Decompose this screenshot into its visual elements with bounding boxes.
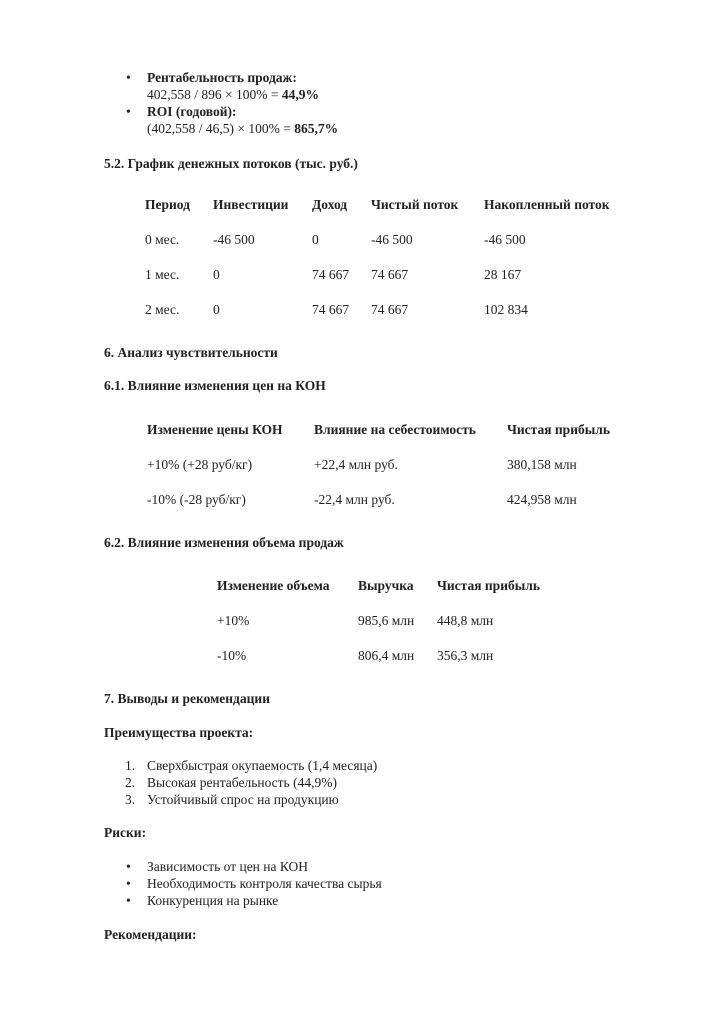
column-header: Доход	[312, 197, 348, 212]
table-cell: 806,4 млн	[358, 648, 415, 663]
column-header: Инвестиции	[213, 197, 289, 212]
table-cell: 0	[213, 267, 220, 282]
risks-list	[125, 858, 382, 909]
table-header-row	[217, 577, 540, 595]
list-number: 2.	[125, 775, 136, 790]
table-cell: 2 мес.	[145, 302, 180, 317]
table-cell: 380,158 млн	[507, 457, 577, 472]
table-cell: -10%	[217, 648, 247, 663]
list-item	[125, 791, 377, 808]
metrics-list	[125, 69, 338, 137]
table-header-row	[145, 196, 610, 214]
table-cell: 356,3 млн	[437, 648, 494, 663]
column-header: Накопленный поток	[484, 197, 610, 212]
column-header: Чистый поток	[371, 197, 459, 212]
metric-result: 865,7%	[294, 121, 339, 136]
risks-title: Риски:	[104, 825, 147, 840]
table-cell: 0 мес.	[145, 232, 180, 247]
table-cell: +10%	[217, 613, 250, 628]
metric-label: ROI (годовой):	[147, 104, 237, 119]
section-6-1-title: 6.1. Влияние изменения цен на КОН	[104, 378, 326, 393]
list-item: • Конкуренция на рынке	[125, 892, 382, 909]
table-cell: 0	[312, 232, 319, 247]
list-item-text: Высокая рентабельность (44,9%)	[147, 775, 337, 790]
table-cell: 74 667	[371, 267, 409, 282]
table-cell: 74 667	[312, 267, 350, 282]
column-header: Влияние на себестоимость	[314, 422, 476, 437]
column-header: Чистая прибыль	[507, 422, 610, 437]
table-cell: 28 167	[484, 267, 522, 282]
table-cell: 74 667	[371, 302, 409, 317]
cashflow-table	[145, 196, 610, 319]
table-header-row	[147, 421, 610, 439]
table-cell: 74 667	[312, 302, 350, 317]
table-cell: -46 500	[484, 232, 526, 247]
table-cell: -46 500	[213, 232, 255, 247]
table-cell: 985,6 млн	[358, 613, 415, 628]
recommendations-title: Рекомендации:	[104, 927, 197, 942]
table-row	[145, 301, 610, 319]
table-row	[145, 266, 610, 284]
advantages-list	[125, 757, 377, 808]
column-header: Изменение цены КОН	[147, 422, 283, 437]
metric-result: 44,9%	[281, 87, 319, 102]
column-header: Выручка	[358, 578, 414, 593]
table-cell: 1 мес.	[145, 267, 180, 282]
list-item: • Необходимость контроля качества сырья	[125, 875, 382, 892]
section-6-2-title: 6.2. Влияние изменения объема продаж	[104, 535, 344, 550]
advantages-title: Преимущества проекта:	[104, 725, 254, 740]
metric-item	[125, 103, 338, 137]
list-item-text: Сверхбыстрая окупаемость (1,4 месяца)	[147, 758, 378, 773]
section-5-2-title: 5.2. График денежных потоков (тыс. руб.)	[104, 156, 358, 171]
table-row	[217, 647, 540, 665]
column-header: Период	[145, 197, 190, 212]
table-row	[145, 231, 610, 249]
column-header: Изменение объема	[217, 578, 330, 593]
table-row	[147, 456, 610, 474]
section-6-title: 6. Анализ чувствительности	[104, 345, 278, 360]
table-row	[217, 612, 540, 630]
list-item: • Зависимость от цен на КОН	[125, 858, 382, 875]
volume-sensitivity-table	[217, 577, 540, 665]
column-header: Чистая прибыль	[437, 578, 540, 593]
list-item-text: Устойчивый спрос на продукцию	[147, 792, 339, 807]
list-item	[125, 774, 377, 791]
table-cell: -10% (-28 руб/кг)	[147, 492, 246, 507]
table-row	[147, 491, 610, 509]
metric-formula: (402,558 / 46,5) × 100% =	[147, 121, 295, 136]
metric-item	[125, 69, 338, 103]
price-sensitivity-table	[147, 421, 610, 509]
list-number: 3.	[125, 792, 136, 807]
table-cell: 102 834	[484, 302, 528, 317]
table-cell: +22,4 млн руб.	[314, 457, 398, 472]
table-cell: 448,8 млн	[437, 613, 494, 628]
table-cell: -46 500	[371, 232, 413, 247]
section-7-title: 7. Выводы и рекомендации	[104, 691, 270, 706]
table-cell: -22,4 млн руб.	[314, 492, 395, 507]
list-item	[125, 757, 377, 774]
list-number: 1.	[125, 758, 136, 773]
metric-label: Рентабельность продаж:	[147, 70, 297, 85]
table-cell: +10% (+28 руб/кг)	[147, 457, 253, 472]
table-cell: 424,958 млн	[507, 492, 577, 507]
metric-formula: 402,558 / 896 × 100% =	[147, 87, 282, 102]
table-cell: 0	[213, 302, 220, 317]
